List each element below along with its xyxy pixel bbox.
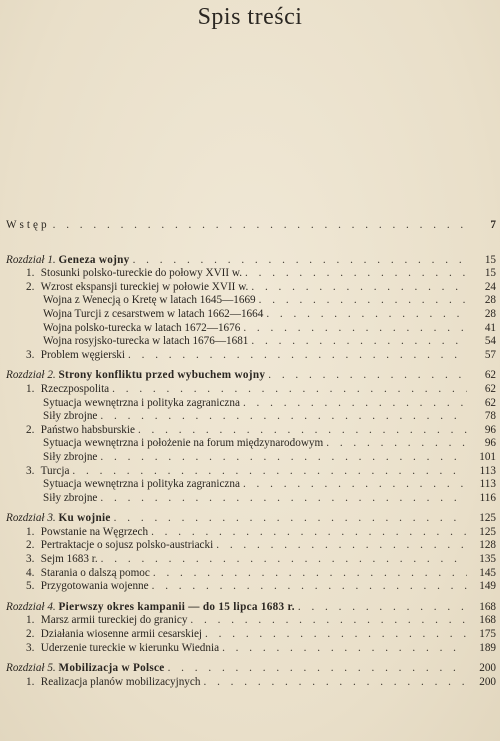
section-title: Wojna polsko-turecka w latach 1672—1676 [43,321,241,334]
chapter-number: Rozdział 5. [6,662,56,675]
section-title: Sytuacja wewnętrzna i polityka zagraniczna [43,478,240,491]
chapter-title: Pierwszy okres kampanii — do 15 lipca 1683 r. [58,600,295,613]
chapter-heading [6,512,111,526]
page-number: 96 [484,423,496,436]
section-title: Sytuacja wewnętrzna i polityka zagraniczna [43,396,240,409]
page-number: 78 [484,410,496,423]
dot-leader [259,294,467,308]
toc-entry [6,492,496,506]
page-number: 175 [479,628,496,641]
dot-leader [138,424,467,438]
section-number: 1. [26,614,35,627]
section-number: 3. [26,553,35,566]
toc-entry [6,478,496,492]
toc-chapter-entry [6,254,496,268]
page-number: 96 [484,437,496,450]
toc-entry-label [26,349,125,363]
toc-entry [6,219,496,233]
page-number: 57 [484,348,496,361]
toc-entry-label [26,267,242,281]
section-number: 1. [26,525,35,538]
toc-entry-label: Wstęp [6,219,50,231]
dot-leader [168,662,467,676]
page-number: 128 [479,539,496,552]
toc-entry [6,437,496,451]
chapter-title: Mobilizacja w Polsce [58,662,165,675]
toc-entry [6,465,496,479]
section-title: Marsz armii tureckiej do granicy [40,614,188,627]
toc-entry-label [26,465,69,479]
chapter-title: Ku wojnie [58,512,111,525]
section-number: 4. [26,566,35,579]
toc-chapter-entry [6,601,496,615]
section-number: 2. [26,539,35,552]
chapter-heading [6,662,165,676]
toc-entry [6,614,496,628]
section-title: Wojna Turcji z cesarstwem w latach 1662—1664 [43,307,264,320]
dot-leader [151,526,467,540]
dot-leader [190,614,467,628]
page-number: 7 [490,219,496,231]
dot-leader [53,219,467,233]
dot-leader [112,383,467,397]
toc-entry [6,567,496,581]
toc-entry [6,553,496,567]
chapter-number: Rozdział 1. [6,253,56,266]
page-number: 62 [484,382,496,395]
toc-chapter-entry [6,369,496,383]
toc-entry-label [26,553,98,567]
section-title: Turcja [40,464,70,477]
page-number: 113 [479,464,496,477]
page-number: 24 [484,280,496,293]
chapter-number: Rozdział 2. [6,369,56,382]
toc-chapter-entry [6,662,496,676]
chapter-heading [6,601,295,615]
toc-entry [6,267,496,281]
spacer [6,233,496,247]
section-number: 3. [26,464,35,477]
toc-entry-label [26,676,200,690]
page-number: 200 [479,662,496,675]
section-title: Siły zbrojne [43,491,98,504]
dot-leader [100,451,467,465]
section-number: 1. [26,675,35,688]
dot-leader [251,335,467,349]
section-number: 3. [26,641,35,654]
toc-chapter-entry [6,512,496,526]
section-title: Realizacja planów mobilizacyjnych [40,675,201,688]
toc-entry [6,281,496,295]
section-title: Siły zbrojne [43,450,98,463]
toc-entry [6,383,496,397]
section-title: Uderzenie tureckie w kierunku Wiednia [40,641,220,654]
page-number: 168 [479,614,496,627]
page-number: 62 [484,369,496,382]
toc-entry-label [43,335,248,349]
page-number: 116 [479,491,496,504]
section-number: 2. [26,280,35,293]
dot-leader [205,628,467,642]
page-number: 62 [484,396,496,409]
section-title: Pertraktacje o sojusz polsko-austriacki [40,539,214,552]
page-number: 41 [484,321,496,334]
section-title: Problem węgierski [40,348,125,361]
section-title: Sejm 1683 r. [40,553,98,566]
toc-entry-label [26,383,109,397]
dot-leader [203,676,467,690]
toc-entry-label [26,424,135,438]
page-number: 135 [479,553,496,566]
section-title: Sytuacja wewnętrzna i położenie na forum międzynarodowym [43,437,324,450]
toc-entry-label [43,492,97,506]
toc-entry-label [26,614,187,628]
toc-entry [6,308,496,322]
toc-entry-label [43,451,97,465]
dot-leader [100,410,467,424]
section-title: Wojna z Wenecją o Kretę w latach 1645—1669 [43,294,256,307]
section-title: Powstanie na Węgrzech [40,525,149,538]
section-title: Stosunki polsko-tureckie do połowy XVII w. [40,267,243,280]
toc-entry-label [26,539,213,553]
section-number: 1. [26,382,35,395]
toc-entry [6,424,496,438]
page-number: 28 [484,294,496,307]
chapter-heading [6,369,265,383]
dot-leader [245,267,467,281]
page-number: 54 [484,335,496,348]
page-number: 189 [479,641,496,654]
chapter-heading [6,254,130,268]
toc-entry [6,539,496,553]
section-title: Wojna rosyjsko-turecka w latach 1676—1681 [43,335,249,348]
toc-entry [6,322,496,336]
chapter-number: Rozdział 4. [6,600,56,613]
page-number: 168 [479,600,496,613]
section-title: Państwo habsburskie [40,423,135,436]
toc-entry [6,335,496,349]
section-title: Starania o dalszą pomoc [40,566,150,579]
toc-entry-label [43,397,240,411]
section-number: 2. [26,423,35,436]
section-title: Siły zbrojne [43,410,98,423]
section-number: 5. [26,580,35,593]
table-of-contents [6,219,496,689]
dot-leader [133,254,467,268]
dot-leader [243,478,467,492]
section-number: 1. [26,267,35,280]
dot-leader [243,397,467,411]
page-number: 101 [479,450,496,463]
dot-leader [266,308,467,322]
toc-entry [6,642,496,656]
dot-leader [100,492,467,506]
dot-leader [222,642,467,656]
toc-entry [6,397,496,411]
toc-entry-label [26,580,149,594]
dot-leader [114,512,467,526]
page-number: 145 [479,566,496,579]
toc-entry-label [43,294,256,308]
toc-entry-label [43,478,240,492]
chapter-title: Strony konfliktu przed wybuchem wojny [58,369,266,382]
toc-entry-label [26,642,219,656]
page-number: 125 [479,512,496,525]
dot-leader [72,465,467,479]
section-number: 3. [26,348,35,361]
toc-entry [6,349,496,363]
toc-entry-label [43,437,323,451]
page-number: 15 [484,267,496,280]
toc-entry-label [26,281,248,295]
toc-entry [6,294,496,308]
dot-leader [243,322,467,336]
section-title: Przygotowania wojenne [40,580,149,593]
toc-entry-label [26,567,150,581]
dot-leader [153,567,467,581]
toc-entry-label [43,308,263,322]
dot-leader [251,281,467,295]
dot-leader [101,553,467,567]
section-title: Rzeczpospolita [40,382,110,395]
dot-leader [128,349,467,363]
toc-entry [6,451,496,465]
dot-leader [216,539,467,553]
chapter-title: Geneza wojny [58,253,130,266]
page-number: 15 [484,253,496,266]
toc-entry-label [26,628,202,642]
page-number: 149 [479,580,496,593]
page-number: 113 [479,478,496,491]
toc-entry-label [43,322,240,336]
page-number: 28 [484,307,496,320]
section-number: 2. [26,628,35,641]
dot-leader [152,580,467,594]
toc-entry [6,628,496,642]
chapter-number: Rozdział 3. [6,512,56,525]
page-number: 125 [479,525,496,538]
section-title: Wzrost ekspansji tureckiej w połowie XVII w. [40,280,249,293]
dot-leader [326,437,467,451]
dot-leader [298,601,467,615]
page-number: 200 [479,675,496,688]
toc-entry [6,410,496,424]
toc-entry [6,676,496,690]
section-title: Działania wiosenne armii cesarskiej [40,628,203,641]
dot-leader [268,369,467,383]
toc-entry-label [26,526,148,540]
toc-entry-label [43,410,97,424]
page-title: Spis treści [197,4,303,30]
toc-entry [6,526,496,540]
toc-entry [6,580,496,594]
